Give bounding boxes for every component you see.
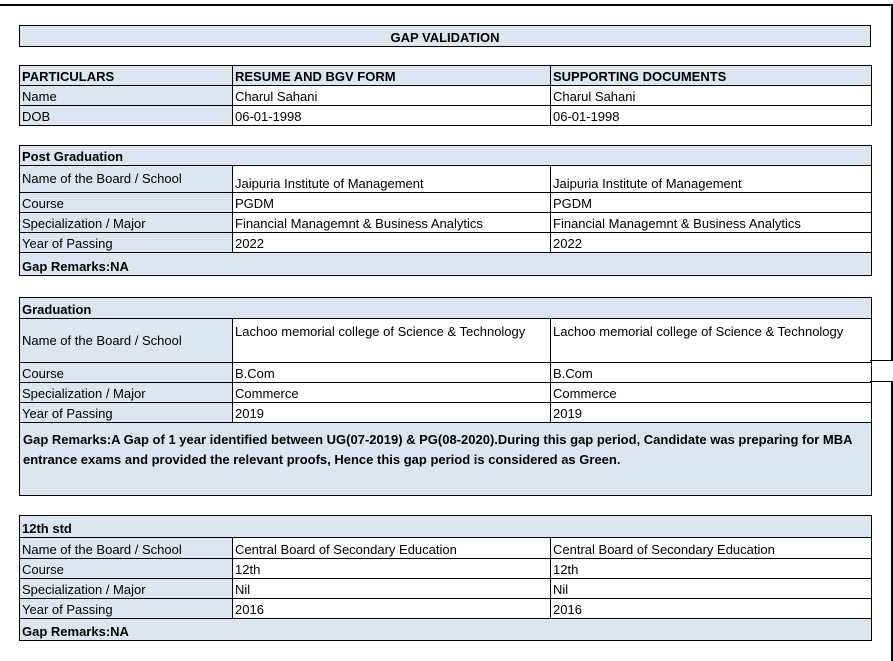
resume-value: Central Board of Secondary Education [233, 538, 551, 559]
resume-value: 2022 [233, 233, 551, 253]
row-label: Specialization / Major [20, 213, 233, 233]
section-title: Post Graduation [20, 146, 872, 166]
resume-value: B.Com [233, 363, 551, 383]
docs-value: Central Board of Secondary Education [551, 538, 872, 559]
page-border [870, 360, 893, 361]
resume-value: 2016 [233, 599, 551, 619]
header-resume: RESUME AND BGV FORM [233, 66, 551, 86]
row-label: Year of Passing [20, 403, 233, 423]
resume-value: 2019 [233, 403, 551, 423]
resume-value: 06-01-1998 [233, 106, 551, 126]
row-label: Year of Passing [20, 599, 233, 619]
header-docs: SUPPORTING DOCUMENTS [551, 66, 872, 86]
docs-value: Lachoo memorial college of Science & Technology [551, 319, 872, 363]
row-label: Name of the Board / School [20, 166, 233, 193]
row-label: DOB [20, 106, 233, 126]
docs-value: B.Com [551, 363, 872, 383]
page-border [0, 4, 892, 6]
row-label: Course [20, 363, 233, 383]
resume-value: Lachoo memorial college of Science & Technology [233, 319, 551, 363]
row-label: Name [20, 86, 233, 106]
resume-value: Nil [233, 579, 551, 599]
section-graduation [19, 297, 872, 496]
row-label: Course [20, 559, 233, 579]
docs-value: Financial Managemnt & Business Analytics [551, 213, 872, 233]
resume-value: Commerce [233, 383, 551, 403]
row-label: Course [20, 193, 233, 213]
docs-value: 2016 [551, 599, 872, 619]
docs-value: Jaipuria Institute of Management [551, 166, 872, 193]
title-table [19, 25, 871, 47]
row-label: Specialization / Major [20, 579, 233, 599]
row-label: Name of the Board / School [20, 319, 233, 363]
resume-value: Charul Sahani [233, 86, 551, 106]
gap-remarks: Gap Remarks:A Gap of 1 year identified between UG(07-2019) & PG(08-2020).During this gap period, Candidate was preparing for MBA entrance exams and provided the relevant proofs, Hence this gap period is considered as Green. [20, 423, 872, 496]
docs-value: Nil [551, 579, 872, 599]
resume-value: 12th [233, 559, 551, 579]
row-label: Name of the Board / School [20, 538, 233, 559]
particulars-table [19, 65, 872, 126]
resume-value: PGDM [233, 193, 551, 213]
row-label: Year of Passing [20, 233, 233, 253]
resume-value: Financial Managemnt & Business Analytics [233, 213, 551, 233]
page-border [870, 381, 893, 382]
docs-value: PGDM [551, 193, 872, 213]
docs-value: 2022 [551, 233, 872, 253]
docs-value: Commerce [551, 383, 872, 403]
section-post-graduation [19, 145, 872, 276]
docs-value: 12th [551, 559, 872, 579]
section-12th-std [19, 515, 872, 641]
table-row [20, 106, 872, 126]
resume-value: Jaipuria Institute of Management [233, 166, 551, 193]
section-title: 12th std [20, 516, 872, 538]
row-label: Specialization / Major [20, 383, 233, 403]
docs-value: 2019 [551, 403, 872, 423]
docs-value: 06-01-1998 [551, 106, 872, 126]
gap-remarks: Gap Remarks:NA [20, 253, 872, 276]
section-title: Graduation [20, 298, 872, 319]
table-row [20, 86, 872, 106]
gap-remarks: Gap Remarks:NA [20, 619, 872, 641]
header-particulars: PARTICULARS [20, 66, 233, 86]
page-title: GAP VALIDATION [20, 26, 871, 47]
docs-value: Charul Sahani [551, 86, 872, 106]
